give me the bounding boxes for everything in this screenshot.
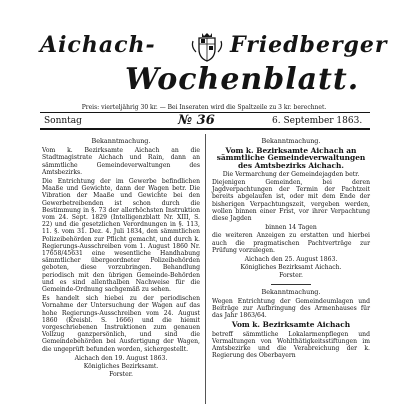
right-heading: Bekanntmachung. [261,137,321,145]
left-body-2: Es handelt sich hiebei zu der periodischen Vornahme der Untersuchung der Wagen auf das hohe Regierungs-Ausschreiben vom 24. August 1860 (Kreisbl. S. 1666) und die hiemit vorgeschriebenen Instruktionen zum genauen Vollzug ganzpersönlich, und sind die Gemeindebehörden bei Ausfertigung der Wagen, die ungeprüft befunden worden, sichergestellt. [42,295,200,353]
left-signer-title: Königliches Bezirksamt. [83,363,159,371]
left-heading: Bekanntmachung. [91,137,151,145]
right-subject: Die Vermarchung der Gemeindejagden betr. [222,170,360,178]
column-divider [205,134,206,404]
left-place-date: Aichach den 19. August 1863. [74,354,168,362]
issue-date: 6. September 1863. [272,116,363,126]
header-rule-bottom [40,128,370,130]
right-authority-2: Vom k. Bezirksamte Aichach [231,320,351,330]
masthead-title-main: Wochenblatt. [125,62,360,97]
issue-day: Sonntag [44,116,82,126]
issue-number: № 36 [178,113,215,128]
right-column [212,136,370,361]
right-deadline: binnen 14 Tagen [265,224,317,232]
masthead-title-right: Friedberger [230,32,388,58]
right-signer: Forster. [279,272,303,280]
masthead-title-left: Aichach- [40,32,156,58]
coat-of-arms-icon [190,32,224,62]
right-signer-title: Königliches Bezirksamt Aichach. [240,264,342,272]
right-place-date: Aichach den 25. August 1863. [244,256,338,264]
right-body-3: Wegen Entrichtung der Gemeindeumlagen und Beiträge zur Aufbringung des Armenhauses für das Jahr 1863/64. [212,297,370,320]
left-column [42,136,200,380]
left-signer: Forster. [109,371,133,379]
left-authority: Vom k. Bezirksamte Aichach an die Stadtmagistrate Aichach und Rain, dann an sämmtliche Gemeindeverwaltungen des Amtsbezirks. [42,147,200,176]
subscription-line: Preis: vierteljährig 30 kr. — Bei Inseraten wird die Spaltzeile zu 3 kr. berechnet. [81,104,327,111]
right-body: Diejenigen Gemeinden, bei deren Jagdverpachtungen der Termin der Pachtzeit bereits abgelaufen ist, oder mit dem Ende der bisherigen Verpachtungszeit, vergeben werden, wollen binnen einer Frist, vor ihrer Verpachtung diese Jagden [212,179,370,223]
right-heading-2: Bekanntmachung. [261,287,321,296]
right-body-4: betreff sämmtliche Lokalarmenpflegen und Vermaltungen von Wohlthätigkeitsstiftungen im Amtsbezirke und die Verabreichung der k. Regierung des Oberbayern [212,330,370,360]
section-divider [271,284,311,285]
left-body: Die Entrichtung der im Gewerbe befindlichen Maaße und Gewichte, dann der Wagen betr. Die Vibration der Maaße und Gewichte bei den Gewerbetreibenden ist schon durch die Bestimmung in §. 73 der allerhöchsten Instruktion vom 24. Sept. 1829 (Intelligenzblatt Nr. XIII, S. 22) und die gesetzlichen Verordnungen in §. 113, 11. §. vom 31. Dez. 4. Juli 1834, den sämmtlichen Polizeibehörden zur Pflicht gemacht, und durch k. Regierungs-Ausschreiben vom 1. August 1860 Nr. 17658/45631 eine wesentliche Handhabung sämmtlicher übergeordneter Polizeibehörden geboten, diese vorzubringen. Behandlung periodisch mit den übrigen Gemeinde-Behörden und es sind allenthalben Nachweise für die Gemeinde-Ordnung sachgemäß zu sehen. [42,178,200,294]
right-body-2: die weiteren Anzeigen zu erstatten und hierbei auch die pragmatischen Pachtverträge zur Prüfung vorzulegen. [212,232,370,254]
masthead [40,32,388,98]
right-authority: Vom k. Bezirksamte Aichach an sämmtliche Gemeindeverwaltungen des Amtsbezirks Aichach. [216,146,366,170]
